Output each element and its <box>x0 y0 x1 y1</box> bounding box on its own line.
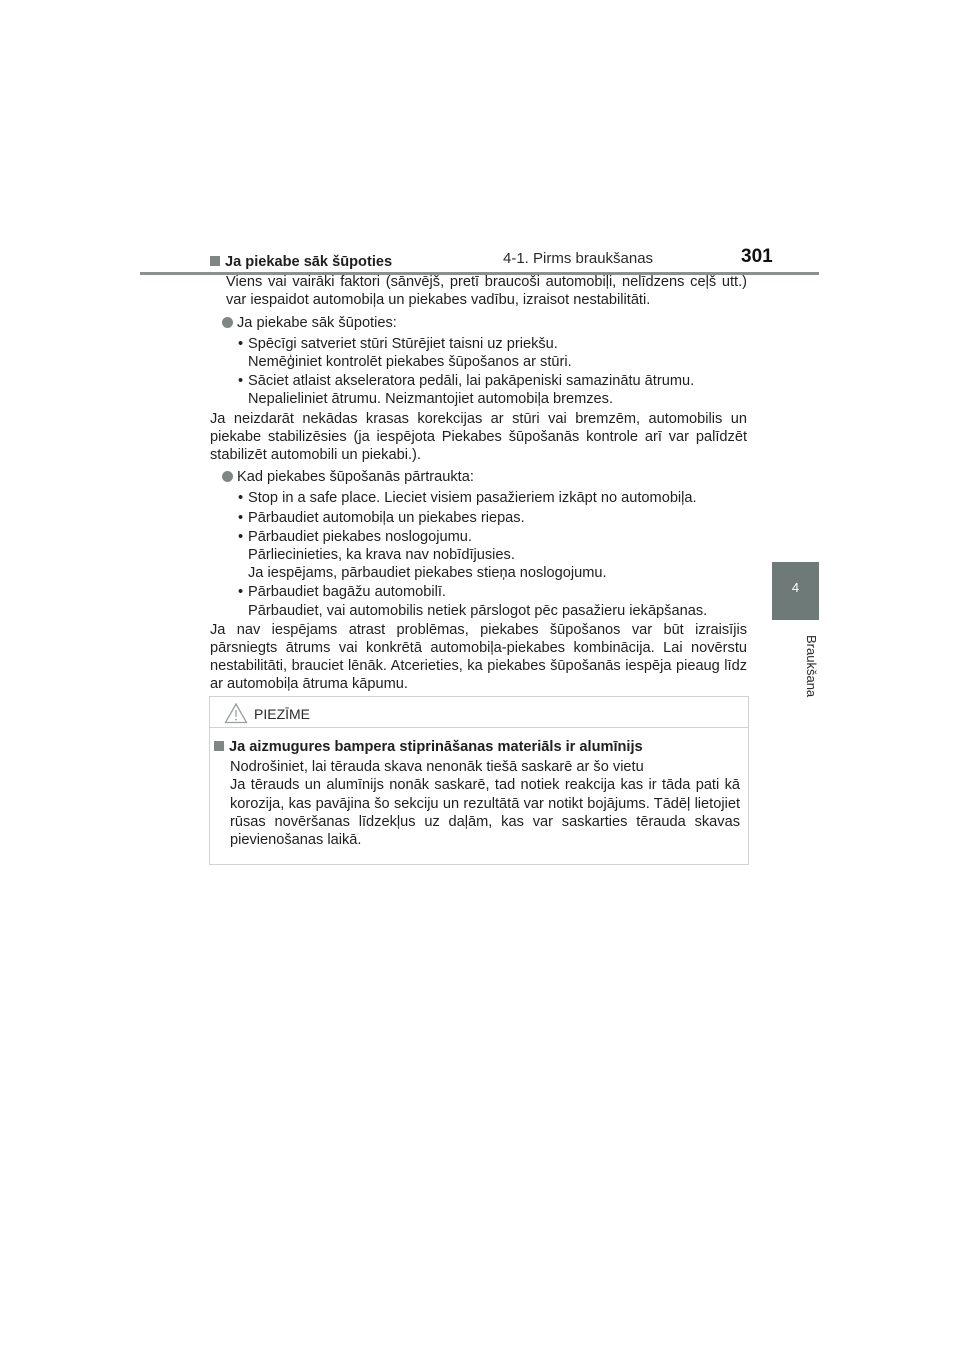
list-item-line: • Stop in a safe place. Lieciet visiem pasažieriem izkāpt no automobiļa. <box>248 490 697 507</box>
notice-heading <box>214 738 740 756</box>
circle-bullet-icon <box>222 317 233 328</box>
notice-text: Ja tērauds un alumīnijs nonāk saskarē, tad notiek reakcija kas ir tāda pati kā korozija, kas pavājina šo sekciju un rezultātā var notikt bojājums. Tādēļ lietojiet rūsas novēršanas līdzekļus uz daļām, kas var saskarties tērauda skavas pievienošanas laikā. <box>230 777 740 849</box>
list-item <box>238 528 747 583</box>
list-item-line: Pārliecinieties, ka krava nav nobīdījusies. <box>248 547 515 564</box>
chapter-tab: 4 <box>772 562 819 620</box>
notice-box <box>209 696 749 865</box>
warning-triangle-icon <box>224 702 248 724</box>
circle-item <box>222 468 747 486</box>
list-item-line: • Sāciet atlaist akseleratora pedāli, lai pakāpeniski samazinātu ātrumu. <box>248 373 695 390</box>
notice-title: PIEZĪME <box>254 706 311 722</box>
list-item <box>238 509 747 527</box>
square-bullet-icon <box>214 741 224 751</box>
bullet-list <box>238 335 747 409</box>
notice-header <box>210 697 748 728</box>
page-number: 301 <box>741 246 773 267</box>
notice-line: Nodrošiniet, lai tērauda skava nenonāk tiešā saskarē ar šo vietu <box>230 759 644 776</box>
square-bullet-icon <box>210 256 220 266</box>
circle-item-title: Kad piekabes šūpošanās pārtraukta: <box>237 469 474 486</box>
list-item-line: Nepalieliniet ātrumu. Neizmantojiet automobiļa bremzes. <box>248 391 614 408</box>
list-item-line: • Pārbaudiet automobiļa un piekabes riepas. <box>248 509 525 526</box>
circle-bullet-icon <box>222 471 233 482</box>
list-item-line: Ja iespējams, pārbaudiet piekabes stieņa noslogojumu. <box>248 565 607 582</box>
circle-item <box>222 314 747 332</box>
list-item <box>238 372 747 408</box>
list-item-line: • Spēcīgi satveriet stūri Stūrējiet taisni uz priekšu. <box>248 335 558 352</box>
list-item-line: • Pārbaudiet piekabes noslogojumu. <box>248 528 472 545</box>
bullet-list <box>238 489 747 619</box>
header-section-title: 4-1. Pirms braukšanas <box>503 250 654 267</box>
list-item <box>238 489 747 507</box>
paragraph: Ja neizdarāt nekādas krasas korekcijas ar stūri vai bremzēm, automobilis un piekabe stabilizēsies (ja iespējota Piekabes šūpošanās kontrole arī var palīdzēt stabilizēt automobili un piekabi.). <box>210 410 747 464</box>
circle-item-title: Ja piekabe sāk šūpoties: <box>237 314 397 331</box>
section-heading <box>210 253 747 271</box>
list-item-line: • Pārbaudiet bagāžu automobilī. <box>248 584 446 601</box>
paragraph: Ja nav iespējams atrast problēmas, piekabes šūpošanos var būt izraisījis pārsniegts ātrums vai konkrētā automobiļa-piekabes kombinācija. Lai novērstu nestabilitāti, brauciet lēnāk. Atcerieties, ka piekabes šūpošanās iespēja pieaug līdz ar automobiļa ātruma kāpumu. <box>210 621 747 693</box>
chapter-label: Braukšana <box>804 634 819 698</box>
notice-heading-text: Ja aizmugures bampera stiprināšanas materiāls ir alumīnijs <box>229 739 643 755</box>
list-item-line: Nemēģiniet kontrolēt piekabes šūpošanos ar stūri. <box>248 354 572 371</box>
section-intro: Viens vai vairāki faktori (sānvējš, pretī braucoši automobiļi, nelīdzens ceļš utt.) var iespaidot automobiļa un piekabes vadību, izraisot nestabilitāti. <box>226 274 747 309</box>
list-item-line: Pārbaudiet, vai automobilis netiek pārslogot pēc pasažieru iekāpšanas. <box>248 602 708 619</box>
main-content <box>210 253 747 694</box>
notice-body <box>210 728 748 849</box>
section-heading-text: Ja piekabe sāk šūpoties <box>225 254 393 270</box>
list-item <box>238 583 747 619</box>
list-item <box>238 335 747 371</box>
